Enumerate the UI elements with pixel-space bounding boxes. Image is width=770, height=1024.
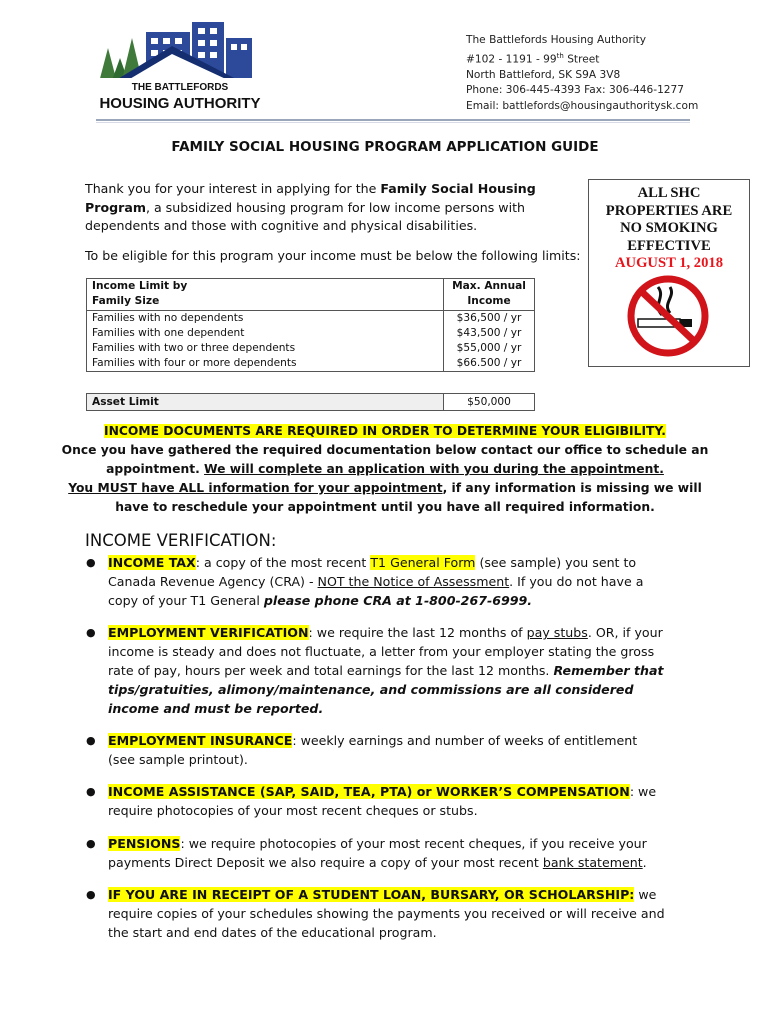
notice-line: ALL SHC	[637, 185, 701, 201]
list-item-employment-insurance: ● EMPLOYMENT INSURANCE: weekly earnings and number of weeks of entitlement (see sample printout).	[86, 733, 638, 768]
svg-text:THE BATTLEFORDS: THE BATTLEFORDS	[131, 82, 229, 93]
bullet-icon: ●	[86, 626, 96, 639]
row-label: Families with four or more dependents	[87, 356, 444, 372]
header-divider-shadow	[96, 122, 690, 123]
address-line-1: #102 - 1191 - 99th Street	[466, 51, 600, 66]
row-value: $36,500 / yr	[444, 311, 535, 327]
notice-line: EFFECTIVE	[627, 237, 711, 254]
svg-text:HOUSING AUTHORITY: HOUSING AUTHORITY	[99, 95, 261, 112]
bullet-icon: ●	[86, 556, 96, 569]
table-row	[87, 326, 535, 341]
bullet-icon: ●	[86, 888, 96, 901]
notice-effective-date: AUGUST 1, 2018	[615, 255, 723, 272]
asset-limit-value: $50,000	[444, 394, 535, 411]
org-name: The Battlefords Housing Authority	[466, 34, 647, 46]
row-value: $66.500 / yr	[444, 356, 535, 372]
intro-paragraph: Thank you for your interest in applying for the Family Social Housing Program, a subsidized housing program for low income persons with dependents and those with cognitive and physical disabilities.	[85, 181, 536, 234]
list-item-pensions: ● PENSIONS: we require photocopies of your most recent cheques, if you receive your payments Direct Deposit we also require a copy of your most recent bank statement.	[86, 836, 647, 871]
table-header-row	[87, 279, 535, 311]
row-label: Families with one dependent	[87, 326, 444, 341]
income-limit-table	[86, 278, 535, 372]
no-smoking-notice	[588, 179, 750, 367]
bullet-icon: ●	[86, 785, 96, 798]
row-label: Families with no dependents	[87, 311, 444, 327]
table-row	[87, 311, 535, 327]
list-item-income-assistance: ● INCOME ASSISTANCE (SAP, SAID, TEA, PTA) or WORKER’S COMPENSATION: we require photocopies of your most recent cheques or stubs.	[86, 784, 657, 819]
row-value: $55,000 / yr	[444, 341, 535, 356]
income-verification-heading: INCOME VERIFICATION:	[85, 531, 277, 550]
list-item-student-loan: ● IF YOU ARE IN RECEIPT OF A STUDENT LOAN, BURSARY, OR SCHOLARSHIP: we require copies of your schedules showing the payments you received or will receive and the start and end dates of the educational program.	[86, 887, 665, 941]
column-header-max-income: Max. Annual Income	[444, 279, 535, 311]
documents-required-notice	[60, 422, 710, 517]
email: Email: battlefords@housingauthoritysk.com	[466, 99, 699, 112]
header-divider	[96, 119, 690, 121]
list-item-income-tax: ● INCOME TAX: a copy of the most recent T1 General Form (see sample) you sent to Canada Revenue Agency (CRA) - NOT the Notice of Assessment. If you do not have a copy of your T1 General please phone CRA at 1-800-267-6999.	[86, 555, 644, 609]
no-smoking-icon	[622, 275, 714, 357]
asset-limit-table	[86, 393, 535, 411]
table-row	[87, 356, 535, 372]
table-row	[87, 341, 535, 356]
contact-address-block	[466, 33, 698, 114]
page-title: FAMILY SOCIAL HOUSING PROGRAM APPLICATION GUIDE	[171, 139, 599, 155]
address-line-2: North Battleford, SK S9A 3V8	[466, 68, 621, 81]
documents-required-heading: INCOME DOCUMENTS ARE REQUIRED IN ORDER TO DETERMINE YOUR ELIGIBILITY.	[104, 424, 666, 438]
row-value: $43,500 / yr	[444, 326, 535, 341]
all-information-text: You MUST have ALL information for your appointment, if any information is missing we will have to reschedule your appointment until you have all required information.	[68, 481, 702, 514]
phone-fax: Phone: 306-445-4393 Fax: 306-446-1277	[466, 84, 685, 97]
schedule-appointment-text: Once you have gathered the required documentation below contact our office to schedule an appointment. We will complete an application with you during the appointment.	[61, 443, 709, 476]
eligibility-text: To be eligible for this program your income must be below the following limits:	[85, 248, 581, 263]
housing-authority-logo	[88, 16, 273, 118]
column-header-family-size: Income Limit by Family Size	[87, 279, 444, 311]
table-row	[87, 394, 535, 411]
row-label: Families with two or three dependents	[87, 341, 444, 356]
bullet-icon: ●	[86, 837, 96, 850]
notice-line: NO SMOKING	[620, 220, 718, 237]
list-item-employment-verification: ● EMPLOYMENT VERIFICATION: we require the last 12 months of pay stubs. OR, if your income is steady and does not fluctuate, a letter from your employer stating the gross rate of pay, hours per week and total earnings for the last 12 months. Remember that tips/gratuities, alimony/maintenance, and commissions are all considered income and must be reported.	[86, 625, 664, 717]
bullet-icon: ●	[86, 734, 96, 747]
asset-limit-label: Asset Limit	[87, 394, 444, 411]
notice-line: PROPERTIES ARE	[605, 202, 733, 219]
